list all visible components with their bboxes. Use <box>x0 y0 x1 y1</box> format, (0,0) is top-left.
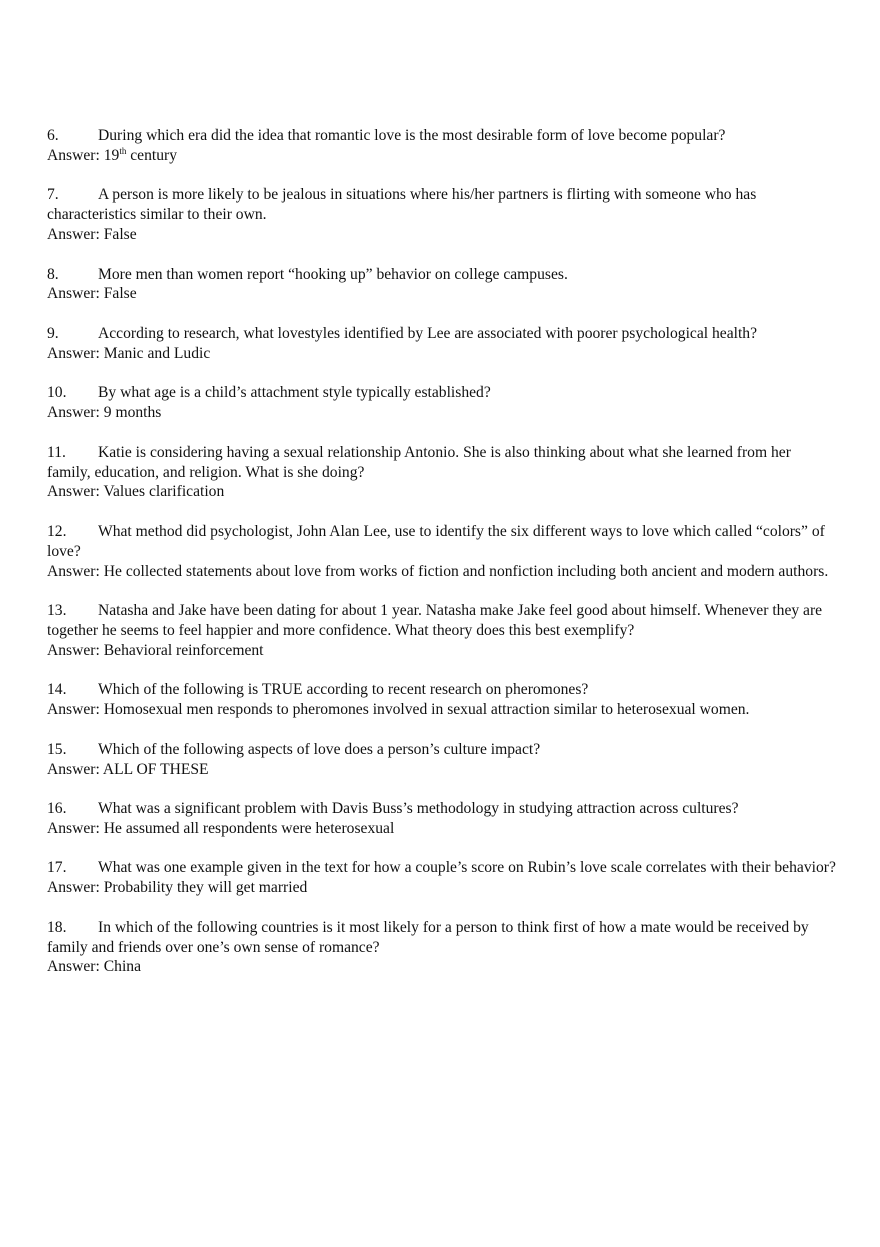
answer-label: Answer: <box>47 701 100 719</box>
answer-12 <box>47 562 837 582</box>
answer-text: 19 <box>103 146 120 164</box>
answer-label: Answer: <box>47 958 100 976</box>
qa-item-6 <box>47 126 837 166</box>
question-text: What was a significant problem with Davis Buss’s methodology in studying attraction across cultures? <box>98 800 739 818</box>
question-number: 7. <box>47 186 59 204</box>
question-14 <box>47 680 837 700</box>
question-7 <box>47 185 837 225</box>
question-number: 11. <box>47 443 66 461</box>
qa-item-10 <box>47 383 837 423</box>
question-number: 12. <box>47 522 67 540</box>
answer-text-suffix: century <box>126 146 178 164</box>
answer-6 <box>47 146 837 166</box>
answer-text: China <box>103 958 141 976</box>
answer-text: He collected statements about love from works of fiction and nonfiction including both ancient and modern authors. <box>103 562 829 580</box>
answer-13 <box>47 641 837 661</box>
answer-text: Homosexual men responds to pheromones involved in sexual attraction similar to heterosexual women. <box>103 701 750 719</box>
question-number: 9. <box>47 324 59 342</box>
answer-8 <box>47 284 837 304</box>
qa-item-12 <box>47 522 837 581</box>
question-text: By what age is a child’s attachment style typically established? <box>98 384 491 402</box>
answer-superscript: th <box>119 145 127 156</box>
answer-10 <box>47 403 837 423</box>
answer-18 <box>47 957 837 977</box>
question-10 <box>47 383 837 403</box>
question-12 <box>47 522 837 562</box>
question-text: During which era did the idea that romantic love is the most desirable form of love become popular? <box>98 127 726 144</box>
question-number: 13. <box>47 602 67 620</box>
answer-text: False <box>103 285 137 303</box>
answer-text: False <box>103 225 137 243</box>
qa-item-16 <box>47 799 837 839</box>
answer-17 <box>47 878 837 898</box>
question-text: Which of the following is TRUE according to recent research on pheromones? <box>98 681 589 699</box>
qa-item-14 <box>47 680 837 720</box>
answer-label: Answer: <box>47 146 100 164</box>
question-number: 10. <box>47 384 67 402</box>
question-text: What method did psychologist, John Alan Lee, use to identify the six different ways to love which called “colors” of love? <box>47 522 825 560</box>
answer-label: Answer: <box>47 483 100 501</box>
question-text: According to research, what lovestyles identified by Lee are associated with poorer psychological health? <box>98 324 758 342</box>
answer-label: Answer: <box>47 344 100 362</box>
answer-text: Behavioral reinforcement <box>103 641 264 659</box>
answer-text: Manic and Ludic <box>103 344 211 362</box>
answer-text: Probability they will get married <box>103 879 308 897</box>
question-number: 14. <box>47 681 67 699</box>
question-text: Katie is considering having a sexual relationship Antonio. She is also thinking about what she learned from her family, education, and religion. What is she doing? <box>47 443 791 481</box>
qa-item-8 <box>47 265 837 305</box>
question-9 <box>47 324 837 344</box>
question-11 <box>47 443 837 483</box>
qa-item-11 <box>47 443 837 502</box>
answer-label: Answer: <box>47 879 100 897</box>
answer-text: 9 months <box>103 404 162 422</box>
answer-label: Answer: <box>47 285 100 303</box>
answer-14 <box>47 700 837 720</box>
question-text: What was one example given in the text for how a couple’s score on Rubin’s love scale correlates with their behavior? <box>98 859 836 877</box>
question-number: 18. <box>47 918 67 936</box>
question-number: 16. <box>47 800 67 818</box>
question-13 <box>47 601 837 641</box>
answer-15 <box>47 760 837 780</box>
question-15 <box>47 740 837 760</box>
qa-item-18 <box>47 918 837 977</box>
question-answer-list <box>47 126 837 997</box>
qa-item-9 <box>47 324 837 364</box>
qa-item-15 <box>47 740 837 780</box>
qa-item-17 <box>47 858 837 898</box>
answer-7 <box>47 225 837 245</box>
question-text: Natasha and Jake have been dating for about 1 year. Natasha make Jake feel good about himself. Whenever they are together he seems to feel happier and more confidence. What theory does this best exemplify? <box>47 602 823 639</box>
question-8 <box>47 265 837 285</box>
answer-9 <box>47 344 837 364</box>
question-16 <box>47 799 837 819</box>
answer-text: He assumed all respondents were heterosexual <box>103 819 395 837</box>
answer-label: Answer: <box>47 562 100 580</box>
answer-text: Values clarification <box>103 483 225 501</box>
qa-item-7 <box>47 185 837 244</box>
question-text: In which of the following countries is it most likely for a person to think first of how a mate would be received by family and friends over one’s own sense of romance? <box>47 918 809 956</box>
question-18 <box>47 918 837 958</box>
answer-label: Answer: <box>47 819 100 837</box>
answer-label: Answer: <box>47 760 100 778</box>
question-number: 15. <box>47 740 67 758</box>
qa-item-13 <box>47 601 837 660</box>
answer-11 <box>47 482 837 502</box>
answer-label: Answer: <box>47 225 100 243</box>
question-17 <box>47 858 837 878</box>
question-number: 17. <box>47 859 67 877</box>
question-text: More men than women report “hooking up” behavior on college campuses. <box>98 265 568 283</box>
question-text: A person is more likely to be jealous in situations where his/her partners is flirting with someone who has characteristics similar to their own. <box>47 186 757 224</box>
answer-label: Answer: <box>47 641 100 659</box>
question-text: Which of the following aspects of love does a person’s culture impact? <box>98 740 541 758</box>
answer-label: Answer: <box>47 404 100 422</box>
question-number: 6. <box>47 127 59 144</box>
answer-16 <box>47 819 837 839</box>
answer-text: ALL OF THESE <box>102 760 209 778</box>
question-6 <box>47 126 837 146</box>
question-number: 8. <box>47 265 59 283</box>
